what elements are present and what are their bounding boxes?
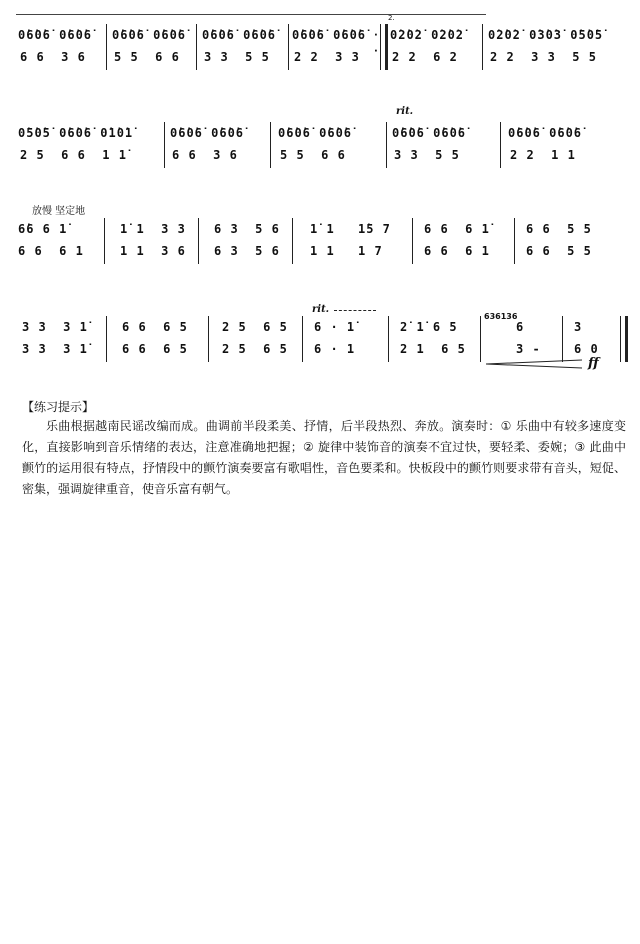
- s2-bar5-upper: 0̇6̇0̇6̇ 0̇6̇0̇6̇: [508, 126, 583, 140]
- s1-bar2-upper: 0̇6̇0̇6̇ 0̇6̇0̇6̇: [112, 28, 187, 42]
- barline: [292, 218, 293, 264]
- s1-bar2-lower: 5 5 6 6: [114, 50, 180, 64]
- s3-bar5-upper: 6 6 6 1̇: [424, 222, 490, 236]
- repeat-dots: · ·: [374, 30, 378, 57]
- s4-bar3-upper: 2 5 6 5: [222, 320, 288, 334]
- s4-bar6-lower: 3 -: [516, 342, 541, 356]
- crescendo-hairpin: [486, 358, 586, 370]
- s2-bar3-upper: 0̇6̇0̇6̇ 0̇6̇0̇6̇: [278, 126, 353, 140]
- s1-bar3-lower: 3 3 5 5: [204, 50, 270, 64]
- barline: [164, 122, 165, 168]
- s4-bar5-upper: 2̇ 1̇ 6 5: [400, 320, 458, 334]
- s2-bar1-lower: 2 5 6 6 1 1̇: [20, 148, 127, 162]
- barline: [562, 316, 563, 362]
- tempo-marking-cn: 放慢 坚定地: [32, 206, 86, 217]
- system-4: [16, 304, 628, 371]
- s1-bar6-lower: 2 2 3 3 5 5: [490, 50, 597, 64]
- s1-bar4-upper: 0̇6̇0̇6̇ 0̇6̇0̇6̇: [292, 28, 367, 42]
- s2-bar3-lower: 5 5 6 6: [280, 148, 346, 162]
- s4-bar6-upper: 6: [516, 320, 525, 334]
- s4-bar1-upper: 3 3 3 1̇: [22, 320, 88, 334]
- s4-bar4-upper: 6 · 1̇: [314, 320, 356, 334]
- final-barline: [620, 316, 628, 362]
- s4-bar7-lower: 6 0: [574, 342, 599, 356]
- s2-bar4-upper: 0̇6̇0̇6̇ 0̇6̇0̇6̇: [392, 126, 467, 140]
- volta-2-label: 2.: [388, 14, 395, 22]
- system-2: [16, 106, 628, 172]
- barline: [500, 122, 501, 168]
- barline: [482, 24, 483, 70]
- s4-bar1-lower: 3 3 3 1̇: [22, 342, 88, 356]
- s3-bar4b-lower: 1 7: [358, 244, 383, 258]
- barline: [106, 316, 107, 362]
- barline: [270, 122, 271, 168]
- s1-bar3-upper: 0̇6̇0̇6̇ 0̇6̇0̇6̇: [202, 28, 277, 42]
- rit-marking: rit.: [312, 304, 330, 315]
- barline: [514, 218, 515, 264]
- s1-bar5-upper: 0̇2̇0̇2̇ 0̇2̇0̇2̇: [390, 28, 465, 42]
- s1-bar6-upper: 0̇2̇0̇2̇ 0̇3̇0̇3̇ 0̇5̇0̇5̇: [488, 28, 604, 42]
- s1-bar5-lower: 2 2 6 2: [392, 50, 458, 64]
- rit-extension-line: [334, 310, 376, 312]
- barline: [196, 24, 197, 70]
- s3-bar6-lower: 6 6 5 5: [526, 244, 592, 258]
- repeat-barline: [380, 24, 388, 70]
- s3-bar2-upper: 1̇ 1 3 3: [120, 222, 186, 236]
- barline: [388, 316, 389, 362]
- s2-bar1-upper: 0̇5̇0̇5̇ 0̇6̇0̇6̇ 0̇1̇0̇1̇: [18, 126, 134, 140]
- s2-bar2-upper: 0̇6̇0̇6̇ 0̇6̇0̇6̇: [170, 126, 245, 140]
- system-3: [16, 208, 628, 268]
- tips-body: 乐曲根据越南民谣改编而成。曲调前半段柔美、抒情，后半段热烈、奔放。演奏时：① 乐曲中有较多速度变化，直接影响到音乐情绪的表达，注意准确地把握；② 旋律中装饰音的演奏不宜过快，要轻柔、委婉；③ 此曲中颤竹的运用很有特点，抒情段中的颤竹演奏要富有歌唱性，音色要柔和。快板段中的颤竹则要求带有音头，短促、密集，强调旋律重音，使音乐富有朝气。: [22, 419, 626, 496]
- s3-bar4-upper: 1̇ 1: [310, 222, 335, 236]
- barline: [198, 218, 199, 264]
- barline: [104, 218, 105, 264]
- s3-bar1-upper: 6̇6 6 1̇: [18, 222, 68, 236]
- s3-bar4-lower: 1 1: [310, 244, 335, 258]
- system-1: [16, 14, 628, 74]
- top-rule: [16, 14, 486, 15]
- barline: [106, 24, 107, 70]
- s3-bar5-lower: 6 6 6 1: [424, 244, 490, 258]
- barline: [412, 218, 413, 264]
- s4-bar3-lower: 2 5 6 5: [222, 342, 288, 356]
- barline: [386, 122, 387, 168]
- grace-notes: 636136: [484, 312, 518, 321]
- barline: [302, 316, 303, 362]
- s2-bar2-lower: 6 6 3 6: [172, 148, 238, 162]
- s3-bar4b-upper: 1̇5 7: [358, 222, 391, 236]
- s4-bar7-upper: 3: [574, 320, 583, 334]
- s1-bar4-lower: 2 2 3 3: [294, 50, 360, 64]
- s2-bar4-lower: 3 3 5 5: [394, 148, 460, 162]
- s3-bar2-lower: 1 1 3 6: [120, 244, 186, 258]
- s4-bar5-lower: 2 1 6 5: [400, 342, 466, 356]
- s3-bar6-upper: 6 6 5 5: [526, 222, 592, 236]
- s4-bar4-lower: 6 · 1: [314, 342, 356, 356]
- rit-marking: rit.: [396, 106, 414, 117]
- barline: [288, 24, 289, 70]
- fortissimo-dynamic: ff: [588, 356, 599, 371]
- s1-bar1-upper: 0̇6̇0̇6̇ 0̇6̇0̇6̇: [18, 28, 93, 42]
- barline: [208, 316, 209, 362]
- tips-title: 【练习提示】: [22, 400, 95, 414]
- s4-bar2-upper: 6 6 6 5: [122, 320, 188, 334]
- s4-bar2-lower: 6 6 6 5: [122, 342, 188, 356]
- s3-bar1-lower: 6 6 6 1: [18, 244, 84, 258]
- s3-bar3-lower: 6 3 5 6: [214, 244, 280, 258]
- s1-bar1-lower: 6 6 3 6: [20, 50, 86, 64]
- s3-bar3-upper: 6 3 5 6: [214, 222, 280, 236]
- s2-bar5-lower: 2 2 1 1: [510, 148, 576, 162]
- barline: [480, 316, 481, 362]
